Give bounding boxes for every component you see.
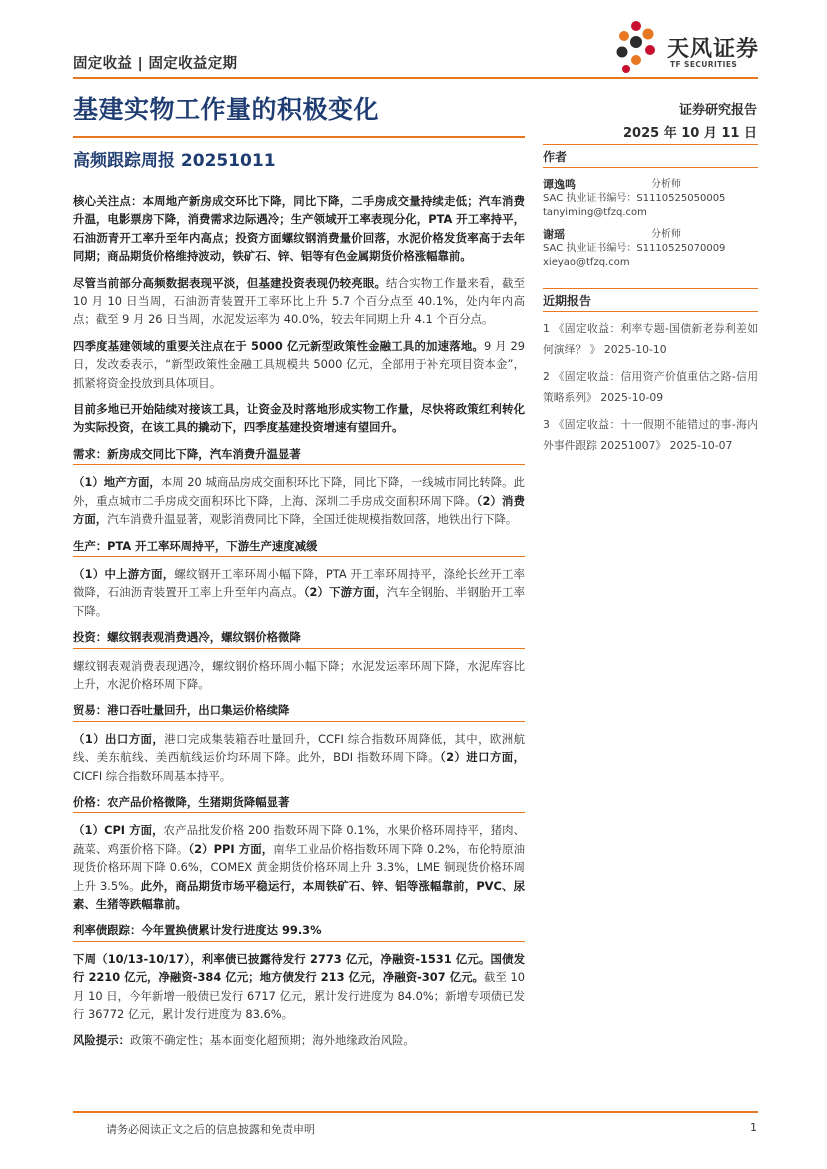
para-investment <box>73 657 525 694</box>
trade-1-text: 港口完成集装箱吞吐量回升，CCFI 综合指数环周降低，其中，欧洲航线、美东航线、美西航线运价均环周下降。此外，BDI 指数环周下降。 <box>73 731 525 765</box>
para-1-bold: 尽管当前部分高频数据表现平淡，但基建投资表现仍较亮眼。 <box>73 275 387 290</box>
prod-2-text: 汽车全钢胎、半钢胎开工率下降。 <box>73 585 525 618</box>
section-heading-production: 生产：PTA 开工率环周持平，下游生产速度减缓 <box>73 537 525 557</box>
rates-text: 截至 10 月 10 日，今年新增一般债已发行 6717 亿元，累计发行进度为 84.0%；新增专项债已发行 36772 亿元，累计发行进度为 83.6%。 <box>73 970 525 1022</box>
core-summary <box>73 192 525 266</box>
title-rule <box>73 136 525 138</box>
recent-report-item[interactable]: 1 《固定收益：利率专题-国债新老券利差如何演绎？ 》 2025-10-10 <box>543 322 758 356</box>
para-risk <box>73 1031 525 1049</box>
section-heading-price: 价格：农产品价格微降，生猪期货降幅显著 <box>73 793 525 813</box>
authors-heading: 作者 <box>543 144 758 168</box>
demand-1-label: （1）地产方面， <box>73 475 161 490</box>
para-1-text: 结合实物工作量来看，截至 10 月 10 日当周，石油沥青装置开工率环比上升 5.7 个百分点至 40.1%，处内年内高点；截至 9 月 26 日当周，水泥发运率为 40.0%，较去年同期上升 4.1 个百分点。 <box>73 275 525 327</box>
author-name: 谭逸鸣 <box>543 178 576 191</box>
author-cert: SAC 执业证书编号：S1110525050005 <box>543 193 726 204</box>
prod-1-label: （1）中上游方面， <box>73 566 175 581</box>
author-email[interactable]: tanyiming@tfzq.com <box>543 207 647 218</box>
author-email[interactable]: xieyao@tfzq.com <box>543 257 630 268</box>
demand-2-label: （2）消费方面， <box>73 493 525 527</box>
risk-label: 风险提示： <box>73 1033 130 1048</box>
demand-1-text: 本周 20 城商品房成交面积环比下降，同比下降，一线城市同比转降。此外，重点城市二手房成交面积环比下降，上海、深圳二手房成交面积环周下降。 <box>73 475 525 508</box>
para-policy-tool <box>73 337 525 392</box>
report-type: 证券研究报告 <box>678 103 757 118</box>
header-rule <box>73 77 758 79</box>
author-card <box>543 228 758 270</box>
prod-2-label: （2）下游方面， <box>303 585 387 600</box>
trade-2-label: （2）进口方面， <box>439 750 525 765</box>
sidebar <box>543 144 758 456</box>
trade-1-label: （1）出口方面， <box>73 731 165 746</box>
recent-reports <box>543 288 758 456</box>
para-rates <box>73 950 525 1024</box>
tf-securities-logo <box>612 20 762 76</box>
author-cert: SAC 执业证书编号：S1110525070009 <box>543 243 726 254</box>
price-1-label: （1）CPI 方面， <box>73 823 164 838</box>
author-role: 分析师 <box>651 179 681 190</box>
section-heading-rates: 利率债跟踪：今年置换债累计发行进度达 99.3% <box>73 921 525 941</box>
para-outlook <box>73 400 525 437</box>
section-heading-investment: 投资：螺纹钢表观消费遇冷，螺纹钢价格微降 <box>73 628 525 648</box>
report-subtitle: 高频跟踪周报 20251011 <box>73 151 276 171</box>
para-price <box>73 821 525 913</box>
logo-text-cn: 天风证券 <box>667 37 760 62</box>
section-heading-trade: 贸易：港口吞吐量回升，出口集运价格续降 <box>73 701 525 721</box>
section-heading-demand: 需求：新房成交同比下降，汽车消费升温显著 <box>73 445 525 465</box>
para-infrastructure <box>73 274 525 329</box>
para-2-text: 9 月 29 日，发改委表示，“新型政策性金融工具规模共 5000 亿元，全部用于补充项目资本金”，抓紧将资金投放到具体项目。 <box>73 338 525 390</box>
recent-reports-heading: 近期报告 <box>543 288 758 312</box>
para-2-bold: 四季度基建领域的重要关注点在于 5000 亿元新型政策性金融工具的加速落地。 <box>73 338 485 353</box>
inv-1-text: 螺纹钢表观消费表现遇冷，螺纹钢价格环周小幅下降；水泥发运率环周下降，水泥库容比上升，水泥价格环周下降。 <box>73 658 525 691</box>
para-trade <box>73 730 525 785</box>
author-card <box>543 178 758 220</box>
disclaimer-note: 请务必阅读正文之后的信息披露和免责申明 <box>106 1123 315 1136</box>
para-3-bold: 目前多地已开始陆续对接该工具，让资金及时落地形成实物工作量，尽快将政策红利转化为实际投资，在该工具的撬动下，四季度基建投资增速有望回升。 <box>73 402 525 435</box>
main-content <box>73 192 525 1058</box>
para-production <box>73 565 525 620</box>
risk-text: 政策不确定性；基本面变化超预期；海外地缘政治风险。 <box>129 1033 415 1048</box>
para-demand <box>73 473 525 528</box>
report-title: 基建实物工作量的积极变化 <box>73 95 380 124</box>
trade-2-text: CICFI 综合指数环周基本持平。 <box>73 768 232 783</box>
price-2-text: 南华工业品价格指数环周下降 0.2%，布伦特原油现货价格环周下降 0.6%，COMEX 黄金期货价格环周上升 3.3%，LME 铜现货价格环周上升 3.5%。 <box>73 841 525 893</box>
price-3-bold: 此外，商品期货市场平稳运行，本周铁矿石、锌、铝等涨幅靠前，PVC、尿素、生猪等跌幅靠前。 <box>73 878 525 911</box>
report-date: 2025 年 10 月 11 日 <box>623 126 757 141</box>
price-1-text: 农产品批发价格 200 指数环周下降 0.1%，水果价格环周持平，猪肉、蔬菜、鸡蛋价格下降。 <box>73 823 525 856</box>
author-name: 谢瑶 <box>543 228 565 241</box>
report-category: 固定收益 | 固定收益定期 <box>73 56 238 72</box>
logo-text-en: TF SECURITIES <box>670 60 738 69</box>
page-number: 1 <box>750 1121 757 1134</box>
demand-2-text: 汽车消费升温显著，观影消费同比下降，全国迁徙规模指数回落，地铁出行下降。 <box>107 512 518 527</box>
recent-report-item[interactable]: 3 《固定收益：十一假期不能错过的事-海内外事件跟踪 20251007》 2025-10-07 <box>543 418 758 452</box>
price-2-label: （2）PPI 方面， <box>188 841 274 856</box>
logo-mark-icon <box>612 20 664 76</box>
core-summary-text: 核心关注点：本周地产新房成交环比下降，同比下降，二手房成交量持续走低；汽车消费升温，电影票房下降，消费需求边际遇冷；生产领域开工率表现分化，PTA 开工率持平，石油沥青开工率升至年内高点；投资方面螺纹钢消费量价回落，水泥价格发货率高于去年同期；商品期货价格维持波动，铁矿石、锌、铝等有色金属期货价格涨幅靠前。 <box>73 194 525 264</box>
author-role: 分析师 <box>651 229 681 240</box>
rates-bold: 下周（10/13-10/17），利率债已披露待发行 2773 亿元，净融资-1531 亿元。国债发行 2210 亿元，净融资-384 亿元；地方债发行 213 亿元，净融资-307 亿元。 <box>73 951 525 985</box>
recent-report-item[interactable]: 2 《固定收益：信用资产价值重估之路-信用策略系列》 2025-10-09 <box>543 370 758 404</box>
prod-1-text: 螺纹钢开工率环周小幅下降，PTA 开工率环周持平，涤纶长丝开工率微降，石油沥青装置开工率上升至年内高点。 <box>73 566 525 600</box>
footer-rule <box>73 1111 758 1113</box>
